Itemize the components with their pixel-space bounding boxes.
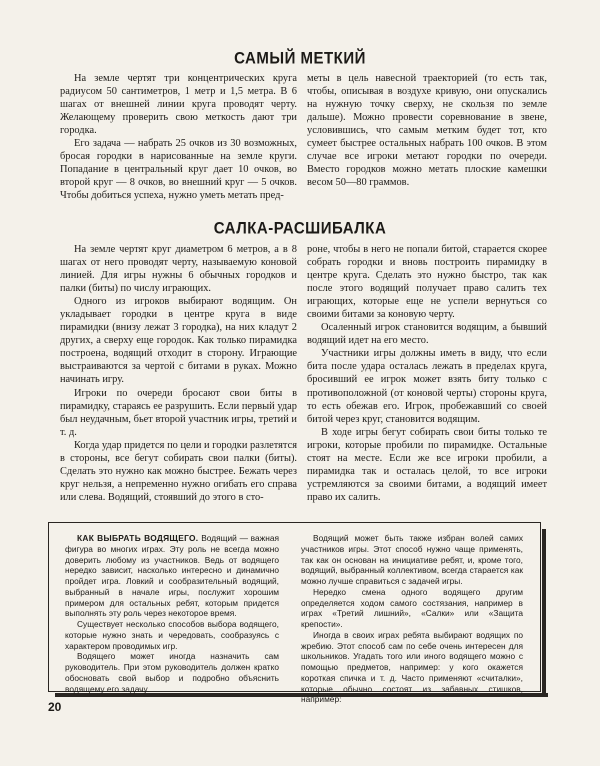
paragraph: Одного из игроков выбирают водящим. Он укладывает городки в центре круга в виде пирамидки (внизу лежат 3 городка), на них кладут 2 других, а сверху еще городок. Как только пирамидка построена, водящий отходит в сторону. Играющие выстраиваются за чертой с битами в руках. Можно начинать игру. [60, 296, 297, 386]
box-right-column [301, 533, 523, 705]
paragraph: Осаленный игрок становится водящим, а бывший водящий идет на его место. [307, 322, 547, 347]
section1-right-column [307, 72, 547, 189]
box-left-column [65, 533, 279, 694]
paragraph: Игроки по очереди бросают свои биты в пирамидку, стараясь ее разрушить. Если первый удар был неудачным, бьет второй участник игры, третий и т. д. [60, 387, 297, 438]
box-heading: КАК ВЫБРАТЬ ВОДЯЩЕГО. [77, 533, 199, 543]
section2-left-column [60, 243, 297, 504]
box-paragraph: Водящий может быть также избран волей самих участников игры. Этот способ нужно чаще применять, так как он основан на инициативе ребят, и, кроме того, водящий, выбранный коллективом, всегда старается как можно лучше справиться с задачей игры. [301, 533, 523, 586]
paragraph: Участники игры должны иметь в виду, что если бита после удара осталась лежать в пределах круга, бросивший ее игрок может взять биту только с противоположной (от коновой черты) стороны круга, то есть обежав его. Игрок, пробежавший со своей битой через круг, становится водящим. [307, 348, 547, 425]
paragraph: На земле чертят три концентрических круга радиусом 50 сантиметров, 1 метр и 1,5 метра. В 6 шагах от внешней линии круга проводят черту. Желающему проверить свою меткость дают три городка. [60, 73, 297, 137]
paragraph: роне, чтобы в него не попали битой, старается скорее собрать городки и вновь построить пирамидку в центре круга. Сделать это нужно быстро, так как после этого водящий получает право салить тех играющих, которые еще не успели вернуться со своими битами за коновую черту. [307, 244, 547, 321]
box-paragraph: Нередко смена одного водящего другим определяется ходом самого состязания, например в играх «Третий лишний», «Салки» или «Защита крепости». [301, 586, 523, 629]
page-number: 20 [48, 700, 62, 714]
paragraph: Его задача — набрать 25 очков из 30 возможных, бросая городки в нарисованные на земле круги. Попадание в центральный круг дает 10 очков, во второй круг — 8 очков, во внешний круг — 5 очков. Чтобы добиться успеха, нужно уметь метать пред- [60, 138, 297, 202]
box-text: Водящий — важная фигура во многих играх. Эту роль не всегда можно доверить любому из участников. Ведь от водящего нередко зависит, насколько интересно и динамично пройдет игра. Ловкий и сообразительный водящий, выбранный в начале игры, послужит хорошим примером для остальных ребят, которым придется выполнять эту роль через некоторое время. [65, 533, 280, 619]
box-paragraph: Существует несколько способов выбора водящего, которые нужно знать и чередовать, сообразуясь с характером проводимых игр. [65, 619, 279, 651]
paragraph: меты в цель навесной траекторией (то есть так, чтобы, описывая в воздухе кривую, они опускались на нужную точку сверху, не скользя по земле дальше). Можно провести соревнование в звене, условившись, что самым метким будет тот, кто сумеет быстрее остальных набрать 100 очков. В этом случае все игроки метают городки по очереди. Вместо городков можно метать плоские камешки весом 50—80 граммов. [307, 73, 547, 189]
paragraph: На земле чертят круг диаметром 6 метров, а в 8 шагах от него проводят черту, называемую коновой линией. Для игры нужны 6 обычных городков и палки (биты) по числу играющих. [60, 244, 297, 295]
section1-left-column [60, 72, 297, 202]
section2-right-column [307, 243, 547, 504]
box-paragraph: Водящего может иногда назначить сам руководитель. При этом руководитель должен кратко обосновать свой выбор и подробно объяснить водящему его задачу. [65, 651, 279, 694]
box-shadow-right [542, 529, 546, 697]
paragraph: В ходе игры бегут собирать свои биты только те игроки, которые пробили по пирамидке. Остальные стоят на месте. Если же все игроки пробили, а пирамидка так и осталась целой, то все игроки устремляются за своими битами, а водящий имеет право их салить. [307, 426, 547, 503]
section-title-most-accurate: САМЫЙ МЕТКИЙ [234, 49, 366, 68]
box-paragraph [65, 533, 279, 619]
paragraph: Когда удар придется по цели и городки разлетятся в стороны, все бегут собирать свои палки (биты). Сделать это нужно как можно быстрее. Бежать через круг нельзя, а непременно нужно огибать его справа или слева. Водящий, стоявший до этого в сто- [60, 439, 297, 503]
box-paragraph: Иногда в своих играх ребята выбирают водящих по жребию. Этот способ сам по себе очень интересен для школьников. Угадать того или иного водящего можно с помощью предметов, например: у кого окажется короткая спичка и т. д. Часто применяют «считалки», которые обычно состоят из забавных стишков, например: [301, 629, 523, 705]
section-title-salka: САЛКА-РАСШИБАЛКА [213, 219, 387, 238]
sidebar-box-choose-leader [48, 522, 541, 705]
